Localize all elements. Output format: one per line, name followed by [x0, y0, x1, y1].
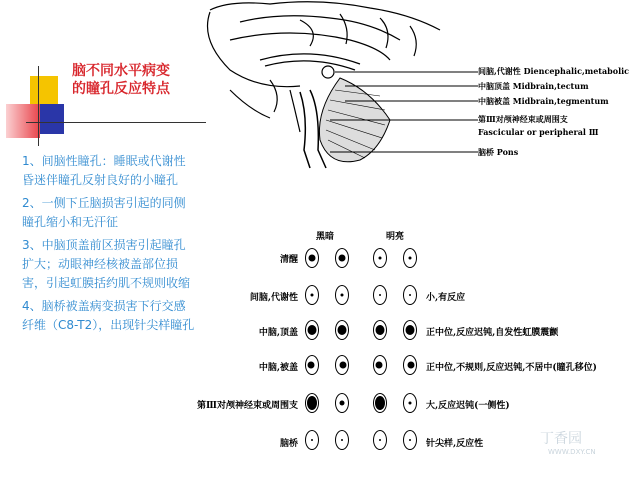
row-result-diencephalic: 小,有反应 [426, 293, 466, 303]
note-item-1: 1、间脑性瞳孔：睡眠或代谢性昏迷伴瞳孔反射良好的小瞳孔 [22, 154, 186, 187]
pupil-icon [403, 248, 417, 268]
watermark-logo: 丁香园 [540, 431, 582, 447]
pupil-icon [373, 393, 387, 413]
pupil-icon [305, 430, 319, 450]
pupil-icon [373, 355, 387, 375]
column-header-bright: 明亮 [386, 232, 405, 242]
row-result-midbrain-tectum: 正中位,反应迟钝,自发性虹膜震颤 [426, 328, 559, 338]
row-label-awake: 清醒 [279, 255, 298, 265]
row-label-midbrain-tectum: 中脑,顶盖 [258, 328, 298, 338]
pupil-icon [373, 285, 387, 305]
row-label-third-nerve: 第Ⅲ对颅神经束或周围支 [197, 401, 298, 411]
row-result-third-nerve: 大,反应迟钝(一侧性) [426, 401, 510, 411]
label-third-nerve-cn: 第Ⅲ对颅神经束或周围支 [478, 114, 568, 124]
pupil-icon [305, 393, 319, 413]
label-diencephalic: 间脑,代谢性 Diencephalic,metabolic [478, 66, 630, 76]
pupil-icon [335, 320, 349, 340]
row-label-diencephalic: 间脑,代谢性 [249, 293, 298, 303]
pupil-icon [403, 355, 417, 375]
label-midbrain-tegmentum: 中脑被盖 Midbrain,tegmentum [478, 96, 609, 106]
slide-title-line2: 的瞳孔反应特点 [72, 81, 170, 97]
label-pons: 脑桥 Pons [478, 147, 519, 157]
pupil-icon [305, 320, 319, 340]
note-item-4: 4、脑桥被盖病变损害下行交感纤维（C8-T2），出现针尖样瞳孔 [22, 299, 195, 332]
row-result-midbrain-tegmentum: 正中位,不规则,反应迟钝,不居中(瞳孔移位) [426, 363, 597, 373]
row-result-pons: 针尖样,反应性 [426, 439, 484, 449]
pupil-icon [335, 430, 349, 450]
pupil-icon [403, 393, 417, 413]
pupil-icon [335, 285, 349, 305]
slide-title-line1: 脑不同水平病变 [72, 63, 170, 79]
pupil-icon [373, 430, 387, 450]
watermark-url: WWW.DXY.CN [548, 448, 596, 456]
column-header-dark: 黑暗 [316, 232, 335, 242]
pupil-icon [373, 320, 387, 340]
pupil-icon [335, 393, 349, 413]
pupil-icon [335, 248, 349, 268]
pupil-icon [373, 248, 387, 268]
note-item-3: 3、中脑顶盖前区损害引起瞳孔扩大；动眼神经核被盖部位损害，引起虹膜括约肌不规则收缩 [22, 238, 191, 290]
pupil-icon [403, 320, 417, 340]
pupil-icon [305, 355, 319, 375]
row-label-pons: 脑桥 [279, 439, 298, 449]
label-third-nerve-en: Fascicular or peripheral Ⅲ [478, 127, 599, 137]
pupil-icon [335, 355, 349, 375]
pupil-icon [305, 248, 319, 268]
label-midbrain-tectum: 中脑顶盖 Midbrain,tectum [478, 81, 589, 91]
pupil-icon [305, 285, 319, 305]
row-label-midbrain-tegmentum: 中脑,被盖 [258, 363, 298, 373]
note-item-2: 2、一侧下丘脑损害引起的同侧瞳孔缩小和无汗征 [22, 196, 186, 229]
pupil-icon [403, 285, 417, 305]
pupil-icon [403, 430, 417, 450]
